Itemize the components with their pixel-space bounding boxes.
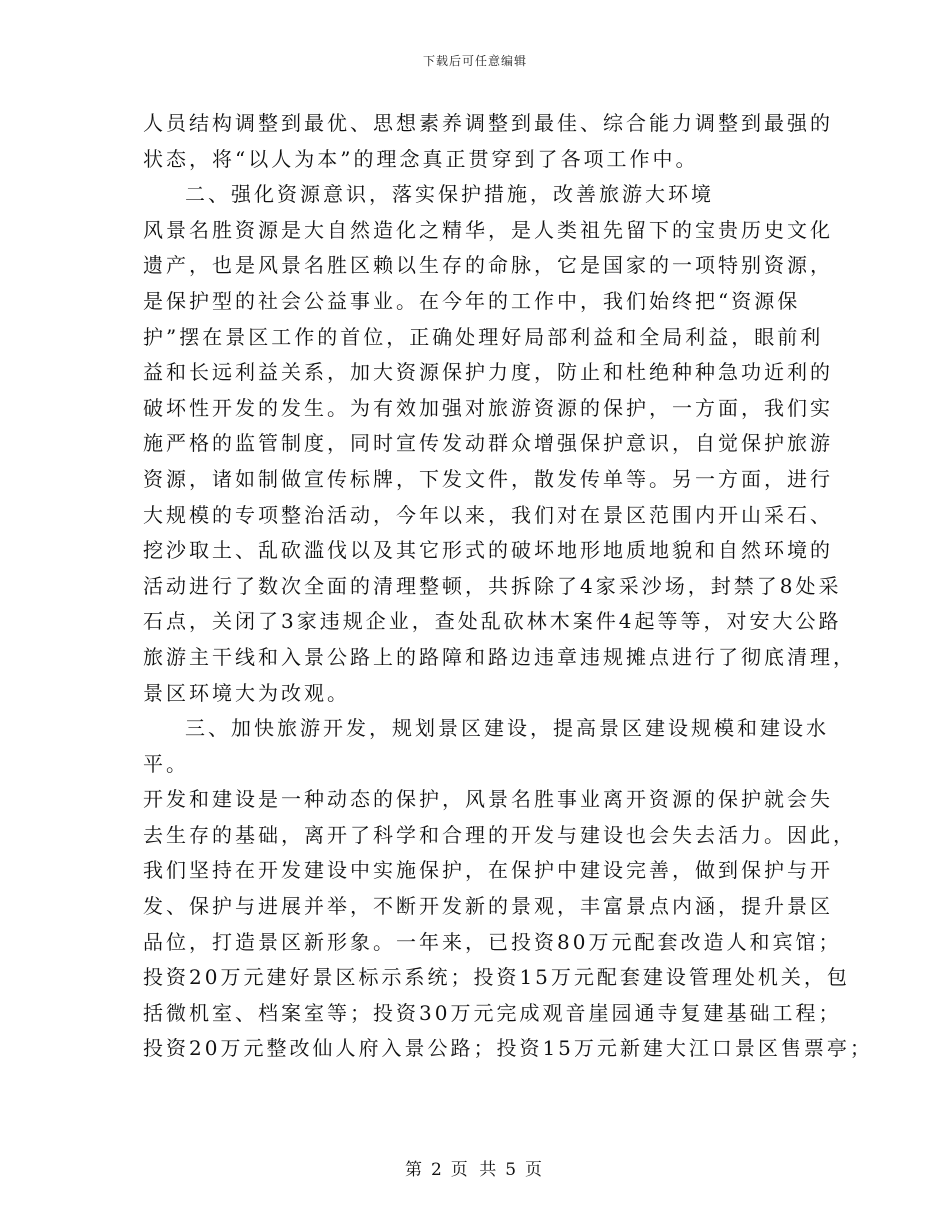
page-header-note: 下载后可任意编辑 — [422, 54, 527, 68]
text-line: 三、加快旅游开发，规划景区建设，提高景区建设规模和建设水 — [185, 716, 829, 741]
page-number-middle: 页 共 — [450, 1160, 500, 1180]
text-line: 景区环境大为改观。 — [143, 680, 350, 705]
text-line: 平。 — [143, 751, 189, 776]
text-line: 大规模的专项整治活动，今年以来，我们对在景区范围内开山采石、 — [143, 502, 833, 527]
text-line: 石点，关闭了3家违规企业，查处乱砍林木案件4起等等，对安大公路 — [143, 609, 842, 634]
text-line: 品位，打造景区新形象。一年来，已投资80万元配套改造人和宾馆； — [143, 929, 842, 954]
text-line: 去生存的基础，离开了科学和合理的开发与建设也会失去活力。因此， — [143, 822, 856, 847]
text-line: 风景名胜资源是大自然造化之精华，是人类祖先留下的宝贵历史文化 — [143, 217, 833, 242]
text-line: 投资20万元建好景区标示系统；投资15万元配套建设管理处机关，包 — [143, 965, 850, 990]
text-line: 二、强化资源意识，落实保护措施，改善旅游大环境 — [185, 182, 714, 207]
text-line: 施严格的监管制度，同时宣传发动群众增强保护意识，自觉保护旅游 — [143, 431, 833, 456]
text-line: 旅游主干线和入景公路上的路障和路边违章违规摊点进行了彻底清理， — [143, 644, 856, 669]
page-footer — [0, 1155, 950, 1180]
text-line: 是保护型的社会公益事业。在今年的工作中，我们始终把“资源保 — [143, 288, 801, 313]
text-line: 人员结构调整到最优、思想素养调整到最佳、综合能力调整到最强的 — [143, 111, 833, 135]
text-line: 护”摆在景区工作的首位，正确处理好局部利益和全局利益，眼前利 — [143, 324, 824, 349]
text-line: 发、保护与进展并举，不断开发新的景观，丰富景点内涵，提升景区 — [143, 894, 833, 919]
total-page-number: 5 — [505, 1160, 520, 1180]
text-line: 投资20万元整改仙人府入景公路；投资15万元新建大江口景区售票亭； — [143, 1036, 873, 1061]
text-line: 我们坚持在开发建设中实施保护，在保护中建设完善，做到保护与开 — [143, 858, 833, 883]
text-line: 遗产，也是风景名胜区赖以生存的命脉，它是国家的一项特别资源， — [143, 253, 833, 278]
text-line: 活动进行了数次全面的清理整顿，共拆除了4家采沙场，封禁了8处采 — [143, 573, 842, 598]
text-line: 开发和建设是一种动态的保护，风景名胜事业离开资源的保护就会失 — [143, 787, 833, 812]
text-line: 状态，将“以人为本”的理念真正贯穿到了各项工作中。 — [143, 146, 699, 171]
document-body — [143, 106, 873, 1067]
text-line: 资源，诸如制做宣传标牌，下发文件，散发传单等。另一方面，进行 — [143, 466, 833, 491]
page-number-suffix: 页 — [525, 1160, 546, 1180]
current-page-number: 2 — [430, 1160, 445, 1180]
text-line: 益和长远利益关系，加大资源保护力度，防止和杜绝种种急功近利的 — [143, 360, 833, 385]
text-line: 挖沙取土、乱砍滥伐以及其它形式的破坏地形地质地貌和自然环境的 — [143, 538, 833, 563]
text-line: 破坏性开发的发生。为有效加强对旅游资源的保护，一方面，我们实 — [143, 395, 833, 420]
text-line: 括微机室、档案室等；投资30万元完成观音崖园通寺复建基础工程； — [143, 1000, 842, 1025]
page-number-prefix: 第 — [404, 1160, 425, 1180]
